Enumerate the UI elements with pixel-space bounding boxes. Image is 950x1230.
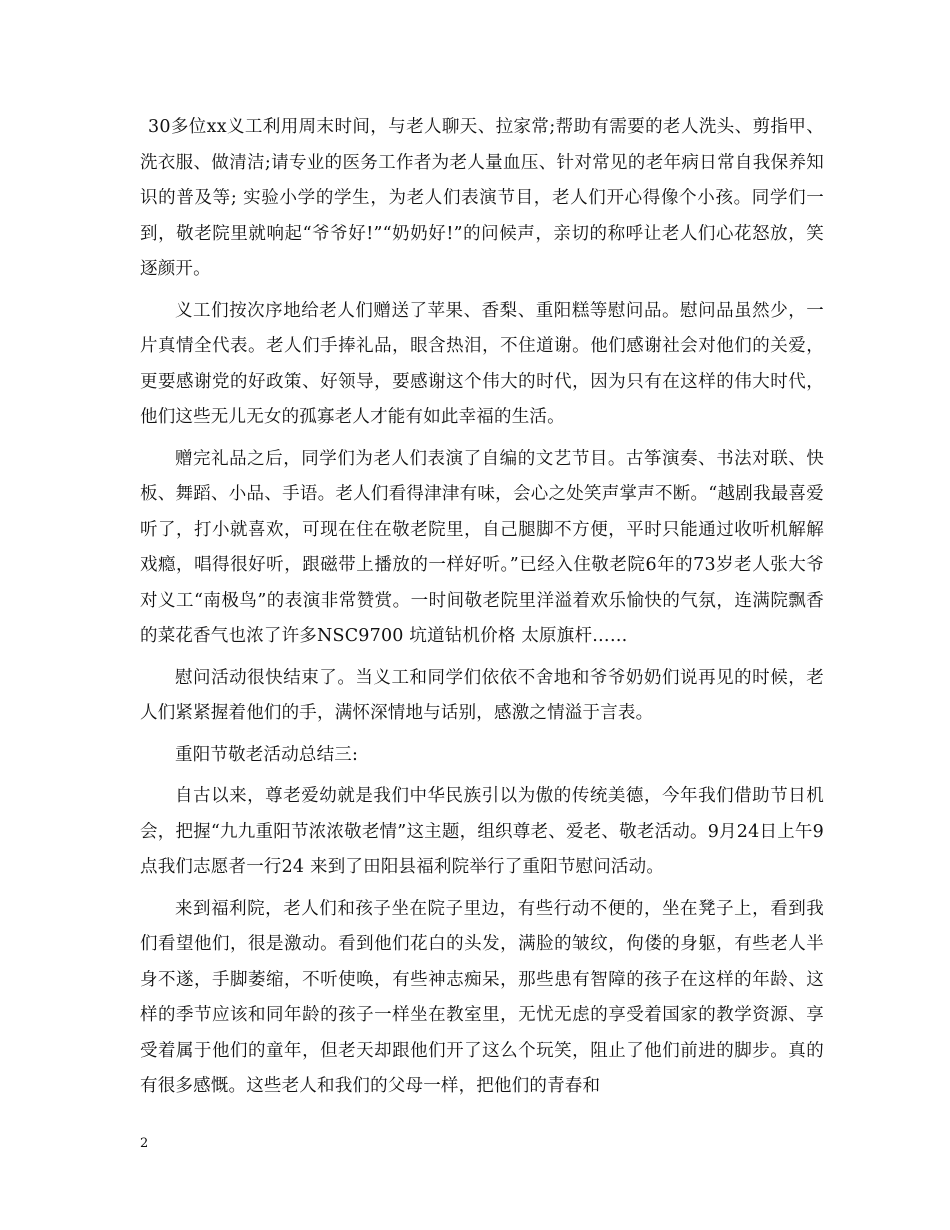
paragraph-farewell: 慰问活动很快结束了。当义工和同学们依依不舍地和爷爷奶奶们说再见的时候，老人们紧紧握着他们的手，满怀深情地与话别，感激之情溢于言表。 [140, 667, 824, 723]
paragraph-performance: 赠完礼品之后，同学们为老人们表演了自编的文艺节目。古筝演奏、书法对联、快板、舞蹈、小品、手语。老人们看得津津有味，会心之处笑声掌声不断。“越剧我最喜爱听了，打小就喜欢，可现在住在敬老院里，自己腿脚不方便，平时只能通过收听机解解戏瘾，唱得很好听，跟磁带上播放的一样好听。”已经入住敬老院6年的73岁老人张大爷对义工“南极鸟”的表演非常赞赏。一时间敬老院里洋溢着欢乐愉快的气氛，连满院飘香的菜花香气也浓了许多NSC9700 坑道钻机价格 太原旗杆…… [140, 448, 824, 646]
document-body [140, 110, 824, 1111]
paragraph-welfare-home: 来到福利院，老人们和孩子坐在院子里边，有些行动不便的，坐在凳子上，看到我们看望他们，很是激动。看到他们花白的头发，满脸的皱纹，佝偻的身躯，有些老人半身不遂，手脚萎缩，不听使唤，有些神志痴呆，那些患有智障的孩子在这样的年龄、这样的季节应该和同年龄的孩子一样坐在教室里，无忧无虑的享受着国家的教学资源、享受着属于他们的童年，但老天却跟他们开了这么个玩笑，阻止了他们前进的脚步。真的有很多感慨。这些老人和我们的父母一样，把他们的青春和 [140, 898, 824, 1096]
paragraph-gifts: 义工们按次序地给老人们赠送了苹果、香梨、重阳糕等慰问品。慰问品虽然少，一片真情全代表。老人们手捧礼品，眼含热泪，不住道谢。他们感谢社会对他们的关爱，更要感谢党的好政策、好领导，要感谢这个伟大的时代，因为只有在这样的伟大时代，他们这些无儿无女的孤寡老人才能有如此幸福的生活。 [140, 300, 824, 427]
section-heading-summary-three: 重阳节敬老活动总结三: [175, 744, 359, 765]
paragraph-tradition: 自古以来，尊老爱幼就是我们中华民族引以为傲的传统美德，今年我们借助节日机会，把握“九九重阳节浓浓敬老情”这主题，组织尊老、爱老、敬老活动。9月24日上午9点我们志愿者一行24 来到了田阳县福利院举行了重阳节慰问活动。 [140, 786, 824, 877]
paragraph-volunteer-activities: 30多位xx义工利用周末时间，与老人聊天、拉家常;帮助有需要的老人洗头、剪指甲、洗衣服、做清洁;请专业的医务工作者为老人量血压、针对常见的老年病日常自我保养知识的普及等; 实验小学的学生，为老人们表演节目，老人们开心得像个小孩。同学们一到，敬老院里就响起“爷爷好!”“奶奶好!”的问候声，亲切的称呼让老人们心花怒放，笑逐颜开。 [140, 117, 824, 279]
page-number: 2 [140, 1136, 149, 1151]
